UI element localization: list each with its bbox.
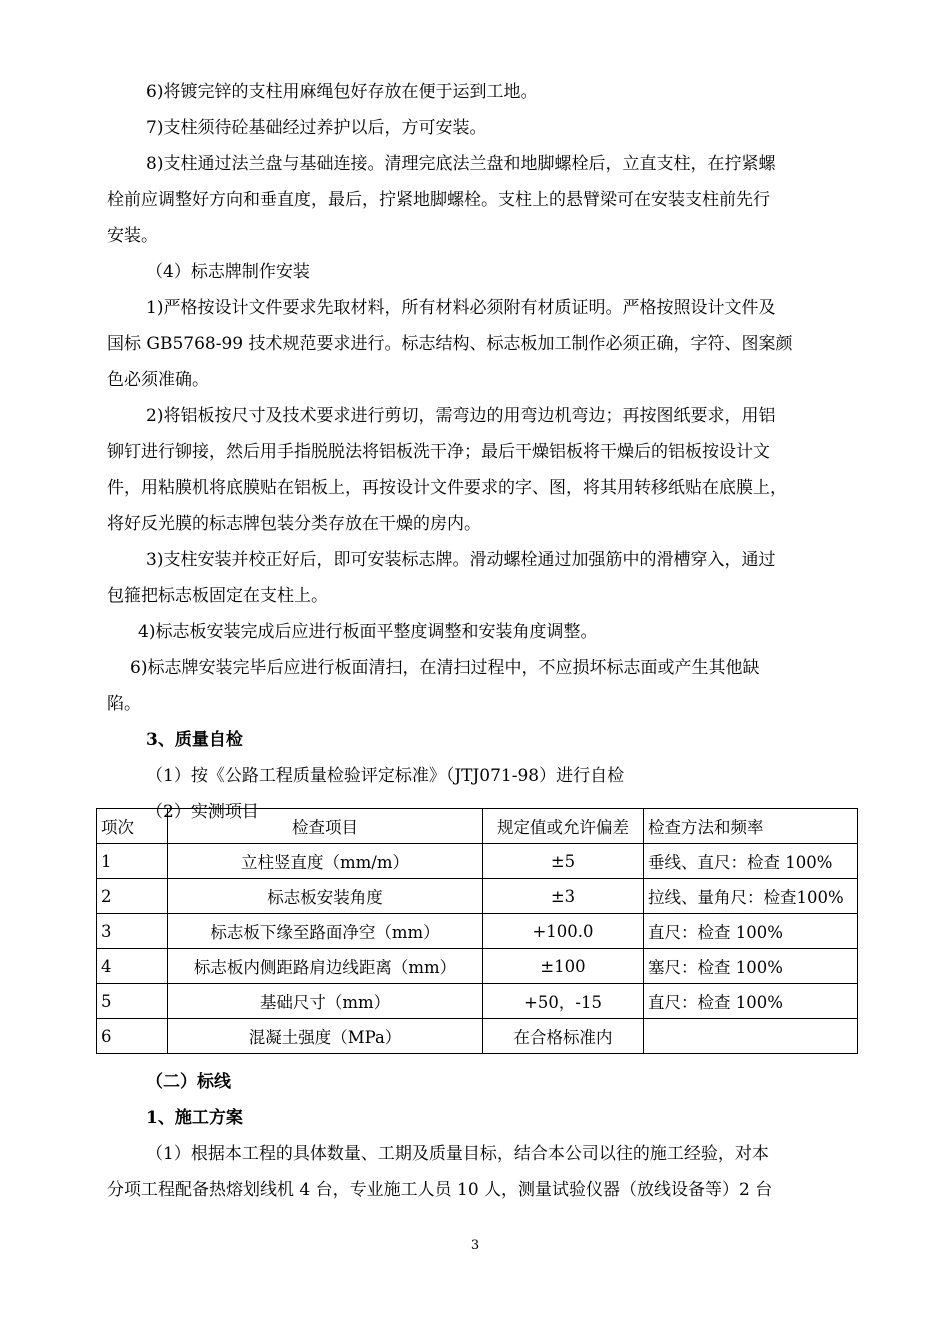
paragraph-line: 栓前应调整好方向和垂直度，最后，拧紧地脚螺栓。支柱上的悬臂梁可在安装支柱前先行 — [107, 190, 770, 210]
paragraph-line: 陷。 — [107, 694, 141, 714]
table-cell: 垂线、直尺：检查 100% — [644, 844, 858, 879]
table-row — [97, 949, 858, 984]
table-cell: 直尺：检查 100% — [644, 914, 858, 949]
table-header-cell: 检查项目 — [168, 809, 483, 844]
table-cell: 拉线、量角尺：检查100% — [644, 879, 858, 914]
table-cell: 标志板下缘至路面净空（mm） — [168, 914, 483, 949]
paragraph-line: 1)严格按设计文件要求先取材料，所有材料必须附有材质证明。严格按照设计文件及 — [146, 298, 776, 318]
paragraph-line: 国标 GB5768-99 技术规范要求进行。标志结构、标志板加工制作必须正确，字符、图案颜 — [107, 334, 793, 354]
table-cell: 直尺：检查 100% — [644, 984, 858, 1019]
table-cell: +100.0 — [483, 914, 644, 949]
section-heading: 3、质量自检 — [146, 730, 243, 750]
paragraph-line: 将好反光膜的标志牌包装分类存放在干燥的房内。 — [107, 514, 481, 534]
paragraph-line: 安装。 — [107, 226, 158, 246]
table-cell: ±100 — [483, 949, 644, 984]
table-cell: 4 — [97, 949, 168, 984]
section-heading: （二）标线 — [146, 1072, 231, 1092]
inspection-table — [96, 808, 858, 1054]
table-cell: 在合格标准内 — [483, 1019, 644, 1054]
table-row — [97, 984, 858, 1019]
paragraph-line: 件，用粘膜机将底膜贴在铝板上，再按设计文件要求的字、图，将其用转移纸贴在底膜上， — [107, 478, 787, 498]
section-heading: 1、施工方案 — [146, 1108, 243, 1128]
paragraph-line: 6)将镀完锌的支柱用麻绳包好存放在便于运到工地。 — [146, 82, 538, 102]
paragraph-line: 铆钉进行铆接，然后用手指脱脱法将铝板洗干净；最后干燥铝板将干燥后的铝板按设计文 — [107, 442, 770, 462]
paragraph-line: 4)标志板安装完成后应进行板面平整度调整和安装角度调整。 — [138, 622, 598, 642]
table-row — [97, 844, 858, 879]
paragraph-line: 2)将铝板按尺寸及技术要求进行剪切，需弯边的用弯边机弯边；再按图纸要求，用铝 — [146, 406, 776, 426]
table-cell — [644, 1019, 858, 1054]
paragraph-line: 分项工程配备热熔划线机 4 台，专业施工人员 10 人，测量试验仪器（放线设备等）2 台 — [107, 1180, 773, 1200]
paragraph-line: 包箍把标志板固定在支柱上。 — [107, 586, 328, 606]
table-row — [97, 879, 858, 914]
section-heading: （4）标志牌制作安装 — [146, 262, 310, 282]
table-header-cell: 项次 — [97, 809, 168, 844]
table-cell: 6 — [97, 1019, 168, 1054]
table-cell: ±5 — [483, 844, 644, 879]
paragraph-line: 7)支柱须待砼基础经过养护以后，方可安装。 — [146, 118, 487, 138]
paragraph-line: （1）按《公路工程质量检验评定标准》（JTJ071-98）进行自检 — [146, 766, 625, 786]
paragraph-line: 8)支柱通过法兰盘与基础连接。清理完底法兰盘和地脚螺栓后，立直支柱，在拧紧螺 — [146, 154, 776, 174]
table-header-cell: 检查方法和频率 — [644, 809, 858, 844]
table-cell: 基础尺寸（mm） — [168, 984, 483, 1019]
table-header-cell: 规定值或允许偏差 — [483, 809, 644, 844]
table-cell: 标志板安装角度 — [168, 879, 483, 914]
table-row — [97, 1019, 858, 1054]
table-cell: 标志板内侧距路肩边线距离（mm） — [168, 949, 483, 984]
table-cell: 塞尺：检查 100% — [644, 949, 858, 984]
table-cell: 混凝土强度（MPa） — [168, 1019, 483, 1054]
paragraph-line: （1）根据本工程的具体数量、工期及质量目标，结合本公司以往的施工经验，对本 — [146, 1144, 769, 1164]
paragraph-line: 色必须准确。 — [107, 370, 209, 390]
table-header-row — [97, 809, 858, 844]
table-cell: 5 — [97, 984, 168, 1019]
table-cell: 1 — [97, 844, 168, 879]
paragraph-line: 6)标志牌安装完毕后应进行板面清扫，在清扫过程中，不应损坏标志面或产生其他缺 — [130, 658, 760, 678]
table-row — [97, 914, 858, 949]
table-cell: +50，-15 — [483, 984, 644, 1019]
paragraph-line: （2）实测项目 — [146, 802, 259, 822]
paragraph-line: 3)支柱安装并校正好后，即可安装标志牌。滑动螺栓通过加强筋中的滑槽穿入，通过 — [146, 550, 776, 570]
table-cell: ±3 — [483, 879, 644, 914]
table-cell: 3 — [97, 914, 168, 949]
table-cell: 2 — [97, 879, 168, 914]
table-cell: 立柱竖直度（mm/m） — [168, 844, 483, 879]
page-number: 3 — [470, 1238, 480, 1253]
